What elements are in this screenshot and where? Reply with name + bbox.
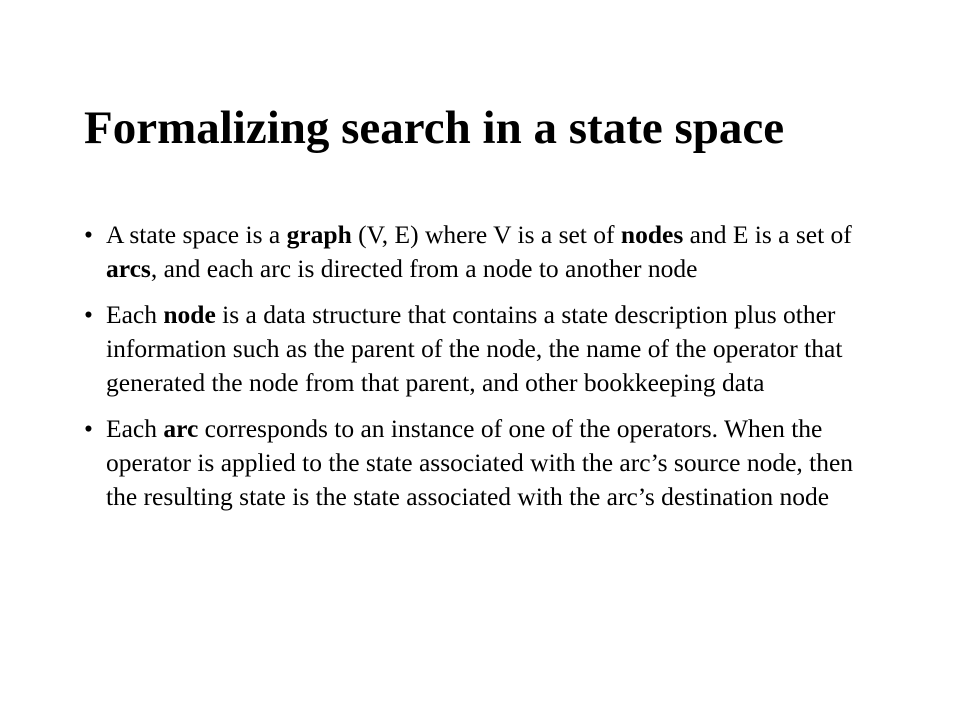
bullet-term-graph: graph bbox=[286, 220, 352, 249]
bullet-item bbox=[84, 298, 874, 400]
bullet-text-segment: A state space is a bbox=[106, 220, 287, 249]
bullet-text-segment: (V, E) where V is a set of bbox=[351, 220, 621, 249]
bullet-text-segment: Each bbox=[106, 300, 164, 329]
slide-title: Formalizing search in a state space bbox=[84, 102, 785, 154]
bullet-item bbox=[84, 412, 874, 514]
bullet-text-segment: , and each arc is directed from a node to another node bbox=[150, 254, 698, 283]
bullet-term-node: node bbox=[163, 300, 216, 329]
bullet-marker: • bbox=[84, 220, 93, 249]
bullet-text-segment: corresponds to an instance of one of the operators. When the operator is applied to the state associated with the arc’s source node, then the resulting state is the state associated with the arc’s destination node bbox=[106, 414, 854, 511]
bullet-text-segment: is a data structure that contains a state description plus other information such as the parent of the node, the name of the operator that generated the node from that parent, and other bookkeeping data bbox=[106, 300, 843, 397]
bullet-term-arcs: arcs bbox=[106, 254, 151, 283]
bullet-term-arc: arc bbox=[163, 414, 199, 443]
bullet-item bbox=[84, 218, 874, 286]
bullet-marker: • bbox=[84, 300, 93, 329]
bullet-text-segment: and E is a set of bbox=[683, 220, 852, 249]
bullet-text bbox=[106, 300, 842, 397]
bullet-term-nodes: nodes bbox=[620, 220, 684, 249]
bullet-list bbox=[84, 218, 874, 526]
bullet-text-segment: Each bbox=[106, 414, 164, 443]
bullet-text bbox=[106, 220, 852, 283]
bullet-marker: • bbox=[84, 414, 93, 443]
bullet-text bbox=[106, 414, 853, 511]
